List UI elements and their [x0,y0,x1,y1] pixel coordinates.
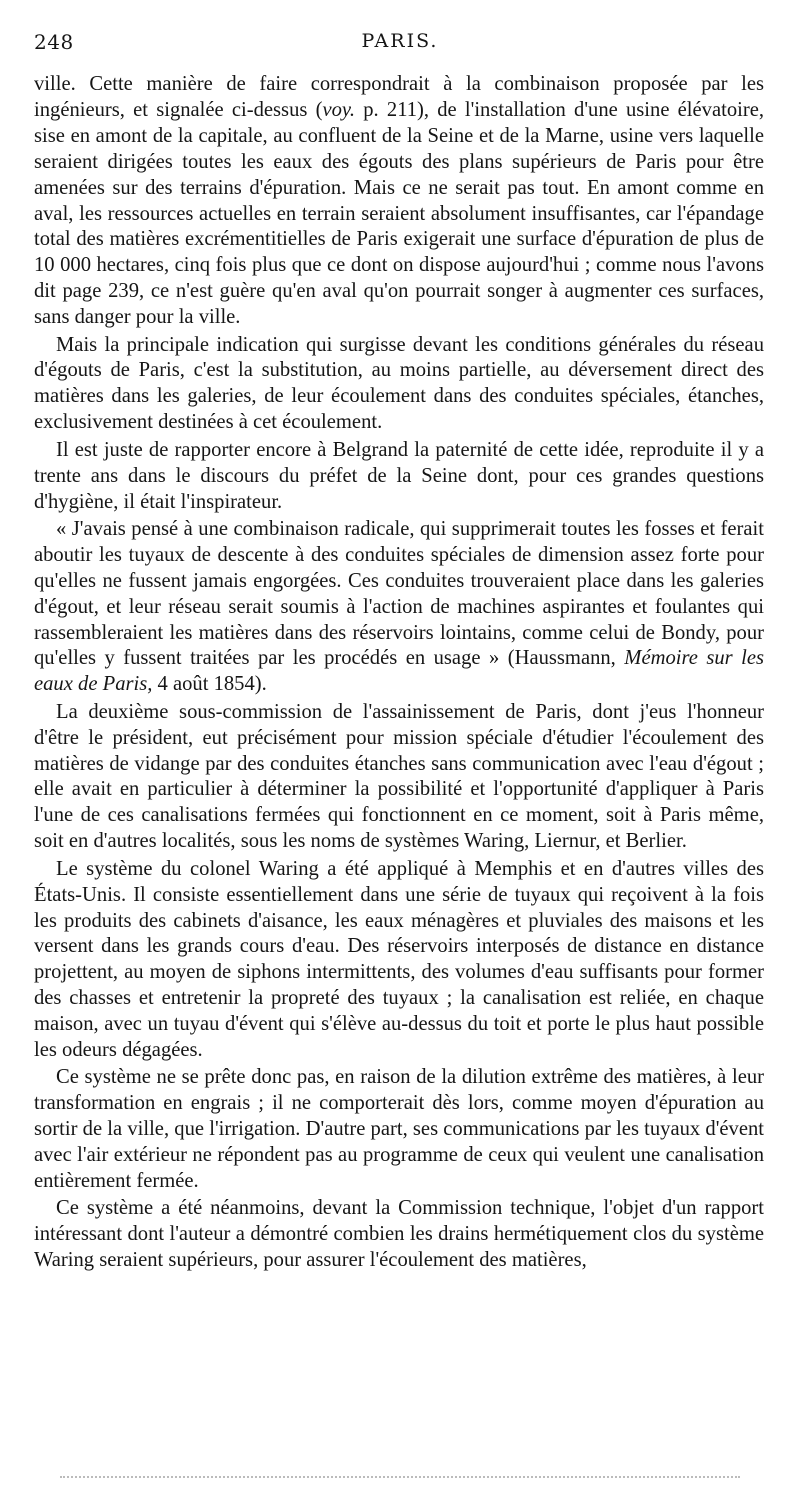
paragraph-text: p. 211), de l'installation d'une usine élévatoire, sise en amont de la capitale, au confluent de la Seine et de la Marne, usine vers laquelle seraient dirigées toutes les eaux des égouts des plans supérieurs de Paris pour être amenées sur des terrains d'épuration. Mais ce ne serait pas tout. En amont comme en aval, les ressources actuelles en terrain seraient absolument insuffisantes, car l'épandage total des matières excrémentitielles de Paris exigerait une surface d'épuration de plus de 10 000 hectares, cinq fois plus que ce dont on dispose aujourd'hui ; comme nous l'avons dit page 239, ce n'est guère qu'en aval qu'on pourrait songer à augmenter ces surfaces, sans danger pour la ville. [34,98,764,329]
italic-text: voy. [322,98,356,121]
paragraph-text: La deuxième sous-commission de l'assainissement de Paris, dont j'eus l'honneur d'être le président, eut précisément pour mission spéciale d'étudier l'écoulement des matières de vidange par des conduites étanches sans communication avec l'eau d'égout ; elle avait en particulier à déterminer la possibilité et l'opportunité d'appliquer à Paris l'une de ces canalisations fermées qui fonctionnent en ce moment, soit à Paris même, soit en d'autres localités, sous les noms de systèmes Waring, Liernur, et Berlier. [34,700,764,853]
body-text [34,72,764,1276]
paragraph-text: 4 août 1854). [152,673,267,696]
paragraph-text: « J'avais pensé à une combinaison radicale, qui supprimerait toutes les fosses et ferait aboutir les tuyaux de descente à des conduites spéciales de dimension assez forte pour qu'elles ne fussent jamais engorgées. Ces conduites trouveraient place dans les galeries d'égout, et leur réseau serait soumis à l'action de machines aspirantes et foulantes qui rassembleraient les matières dans des réservoirs lointains, comme celui de Bondy, pour qu'elles y fussent traitées par les procédés en usage » (Haussmann, [34,517,764,670]
page-footer-rule [60,1476,740,1484]
paragraph [34,438,764,516]
paragraph [34,517,764,698]
paragraph [34,1196,764,1274]
paragraph-text: ville. Cette manière de faire correspondrait à la combinaison proposée par les ingénieurs, et signalée ci-dessus ( [34,73,764,121]
paragraph [34,700,764,855]
paragraph [34,1065,764,1195]
running-title: PARIS. [361,30,439,52]
paragraph-text: Mais la principale indication qui surgisse devant les conditions générales du réseau d'égouts de Paris, c'est la substitution, au moins partielle, au déversement direct des matières dans les galeries, de leur écoulement dans des conduites spéciales, étanches, exclusivement destinées à cet écoulement. [34,333,764,434]
paragraph [34,857,764,1064]
page-number: 248 [34,30,74,54]
paragraph [34,72,764,331]
paragraph [34,333,764,437]
paragraph-text: Le système du colonel Waring a été appliqué à Memphis et en d'autres villes des États-Unis. Il consiste essentiellement dans une série de tuyaux qui reçoivent à la fois les produits des cabinets d'aisance, les eaux ménagères et pluviales des maisons et les versent dans les grands cours d'eau. Des réservoirs interposés de distance en distance projettent, au moyen de siphons intermittents, des volumes d'eau suffisants pour former des chasses et entretenir la propreté des tuyaux ; la canalisation est reliée, en chaque maison, avec un tuyau d'évent qui s'élève au-dessus du toit et porte le plus haut possible les odeurs dégagées. [34,857,764,1062]
paragraph-text: Ce système a été néanmoins, devant la Commission technique, l'objet d'un rapport intéressant dont l'auteur a démontré combien les drains hermétiquement clos du système Waring seraient supérieurs, pour assurer l'écoulement des matières, [34,1197,764,1272]
italic-text: Mémoire sur les eaux de Paris, [34,647,764,696]
paragraph-text: Il est juste de rapporter encore à Belgrand la paternité de cette idée, reproduite il y a trente ans dans le discours du préfet de la Seine dont, pour ces grandes questions d'hygiène, il était l'inspirateur. [34,438,764,513]
paragraph-text: Ce système ne se prête donc pas, en raison de la dilution extrême des matières, à leur transformation en engrais ; il ne comporterait dès lors, comme moyen d'épuration au sortir de la ville, que l'irrigation. D'autre part, ses communications par les tuyaux d'évent avec l'air extérieur ne répondent pas au programme de ceux qui veulent une canalisation entièrement fermée. [34,1066,764,1193]
page-header [34,30,766,60]
